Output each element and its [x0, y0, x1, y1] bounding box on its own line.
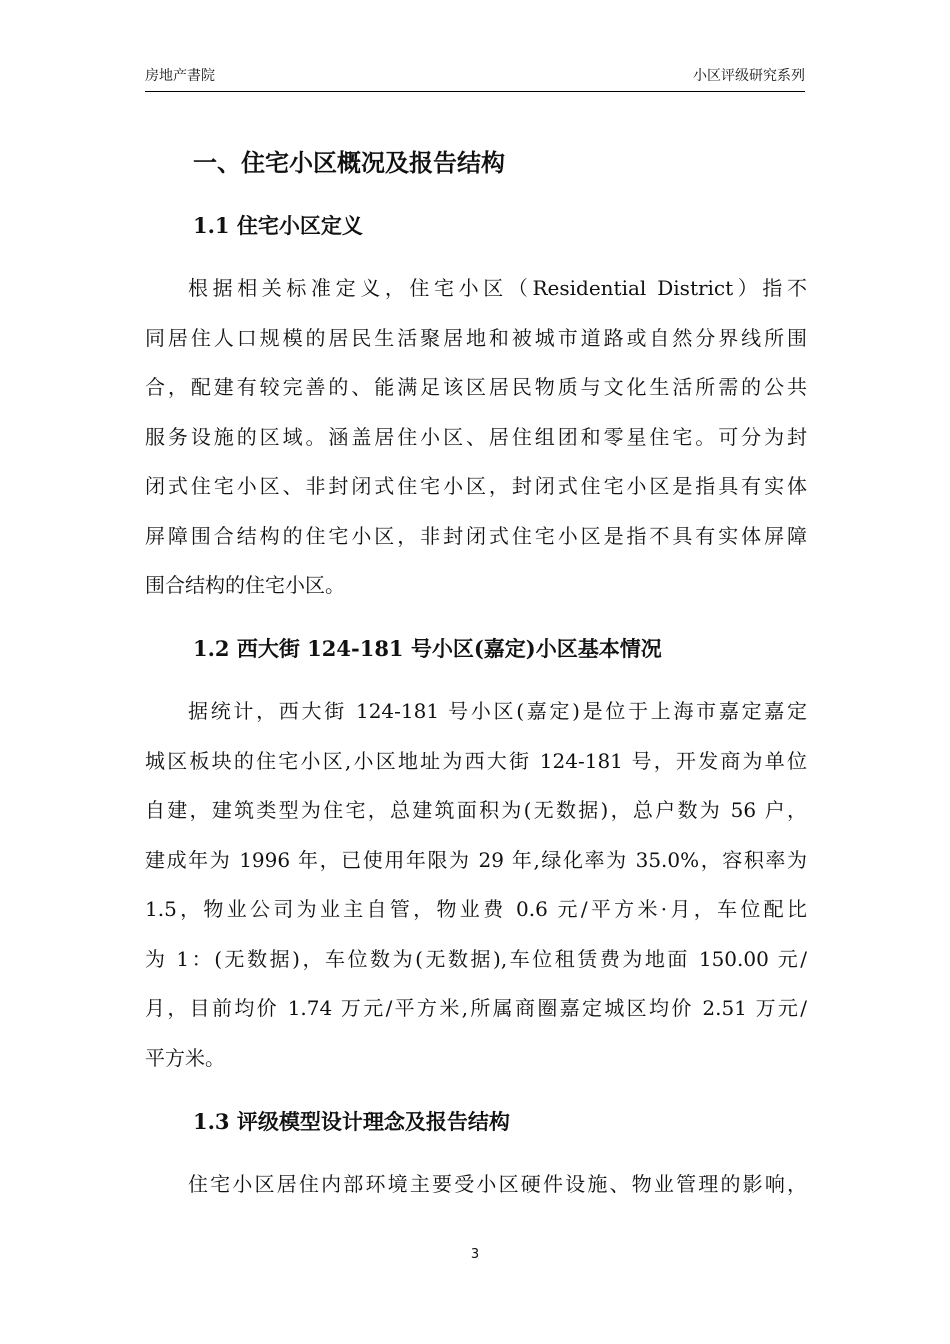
header-divider [145, 91, 805, 92]
paragraph-line: 1.5，物业公司为业主自管，物业费 0.6 元/平方米·月，车位配比 [145, 897, 807, 921]
subsection-title-1-1: 1.1 住宅小区定义 [193, 213, 363, 238]
paragraph-line: 住宅小区居住内部环境主要受小区硬件设施、物业管理的影响， [188, 1172, 807, 1196]
paragraph-line: 平方米。 [145, 1045, 225, 1070]
paragraph-basic-info [145, 687, 807, 1083]
paragraph-line: 服务设施的区域。涵盖居住小区、居住组团和零星住宅。可分为封 [145, 424, 807, 449]
paragraph-line: 据统计，西大街 124-181 号小区(嘉定)是位于上海市嘉定嘉定 [188, 699, 807, 723]
paragraph-line: 屏障围合结构的住宅小区，非封闭式住宅小区是指不具有实体屏障 [145, 523, 807, 548]
page-number: 3 [470, 1247, 480, 1262]
paragraph-line: 围合结构的住宅小区。 [145, 573, 345, 597]
paragraph-line: 同居住人口规模的居民生活聚居地和被城市道路或自然分界线所围 [145, 325, 807, 350]
subsection-title-1-2: 1.2 西大街 124-181 号小区(嘉定)小区基本情况 [193, 636, 662, 661]
header-series: 小区评级研究系列 [693, 68, 805, 84]
header-publisher: 房地产書院 [145, 68, 215, 84]
paragraph-line: 自建，建筑类型为住宅，总建筑面积为(无数据)，总户数为 56 户， [145, 798, 807, 822]
paragraph-definition [145, 264, 807, 611]
paragraph-line: 合，配建有较完善的、能满足该区居民物质与文化生活所需的公共 [145, 375, 807, 399]
paragraph-line: 根据相关标准定义，住宅小区（Residential District）指不 [188, 276, 807, 300]
paragraph-line: 闭式住宅小区、非封闭式住宅小区，封闭式住宅小区是指具有实体 [145, 474, 807, 498]
paragraph-line: 月，目前均价 1.74 万元/平方米,所属商圈嘉定城区均价 2.51 万元/ [145, 996, 807, 1020]
paragraph-line: 城区板块的住宅小区,小区地址为西大街 124-181 号，开发商为单位 [145, 748, 807, 773]
paragraph-model-design [145, 1160, 807, 1210]
section-title: 一、住宅小区概况及报告结构 [193, 148, 505, 177]
paragraph-line: 为 1：(无数据)，车位数为(无数据),车位租赁费为地面 150.00 元/ [145, 946, 807, 971]
page-header [145, 66, 805, 90]
paragraph-line: 建成年为 1996 年，已使用年限为 29 年,绿化率为 35.0%，容积率为 [145, 847, 807, 872]
subsection-title-1-3: 1.3 评级模型设计理念及报告结构 [193, 1109, 510, 1134]
